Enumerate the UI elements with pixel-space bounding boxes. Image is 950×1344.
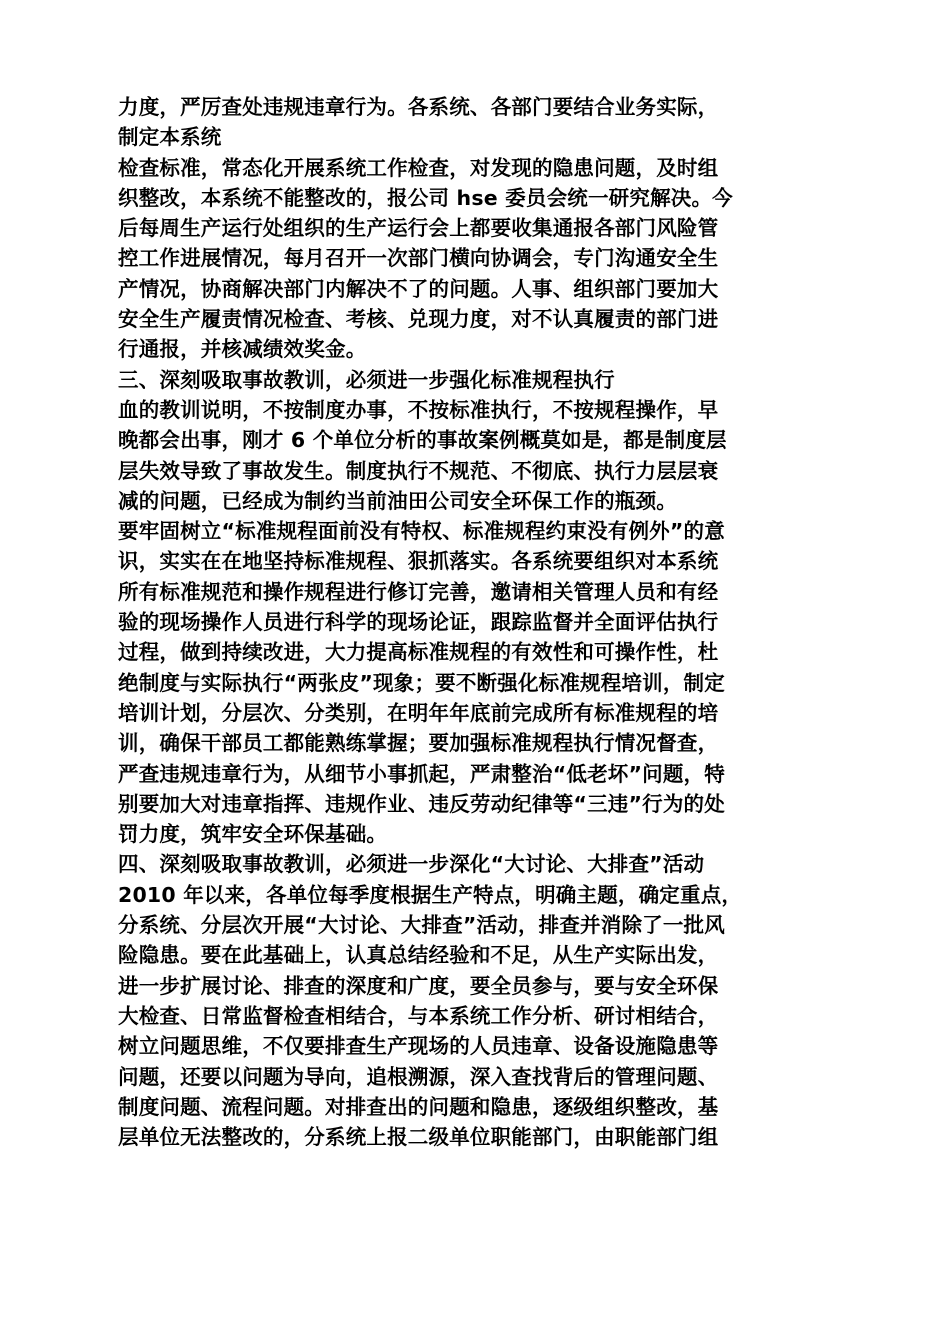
text-line: 织整改，本系统不能整改的，报公司 hse 委员会统一研究解决。今 [118,185,733,210]
text-line: 减的问题，已经成为制约当前油田公司安全环保工作的瓶颈。 [118,488,677,513]
text-line: 制度问题、流程问题。对排查出的问题和隐患，逐级组织整改，基 [118,1094,719,1119]
text-line: 进一步扩展讨论、排查的深度和广度，要全员参与，要与安全环保 [118,973,719,998]
text-line: 别要加大对违章指挥、违规作业、违反劳动纪律等“三违”行为的处 [118,791,725,816]
text-line: 大检查、日常监督检查相结合，与本系统工作分析、研讨相结合， [118,1003,719,1028]
text-line: 力度，严厉查处违规违章行为。各系统、各部门要结合业务实际， [118,95,719,119]
text-line: 血的教训说明，不按制度办事，不按标准执行，不按规程操作，早 [118,397,719,422]
text-line: 安全生产履责情况检查、考核、兑现力度，对不认真履责的部门进 [118,307,719,332]
text-line: 层失效导致了事故发生。制度执行不规范、不彻底、执行力层层衰 [118,458,719,483]
text-line: 晚都会出事，刚才 6 个单位分析的事故案例概莫如是，都是制度层 [118,428,727,453]
text-line: 制定本系统 [118,125,222,150]
text-line: 罚力度，筑牢安全环保基础。 [118,822,388,847]
text-line: 层单位无法整改的，分系统上报二级单位职能部门，由职能部门组 [118,1125,719,1150]
text-line: 验的现场操作人员进行科学的现场论证，跟踪监督并全面评估执行 [118,610,719,635]
text-line: 产情况，协商解决部门内解决不了的问题。人事、组织部门要加大 [118,276,719,301]
document-body [118,92,833,1152]
text-line: 绝制度与实际执行“两张皮”现象；要不断强化标准规程培训，制定 [118,670,725,695]
text-line: 控工作进展情况，每月召开一次部门横向协调会，专门沟通安全生 [118,246,719,271]
text-line: 行通报，并核减绩效奖金。 [118,337,367,362]
text-line: 后每周生产运行处组织的生产运行会上都要收集通报各部门风险管 [118,216,719,241]
text-line: 问题，还要以问题为导向，追根溯源，深入查找背后的管理问题、 [118,1064,719,1089]
text-line: 过程，做到持续改进，大力提高标准规程的有效性和可操作性，杜 [118,640,719,665]
text-line: 训，确保干部员工都能熟练掌握；要加强标准规程执行情况督查， [118,731,719,756]
text-line: 检查标准，常态化开展系统工作检查，对发现的隐患问题，及时组 [118,155,719,180]
section-heading: 四、深刻吸取事故教训，必须进一步深化“大讨论、大排查”活动 [118,852,705,877]
text-line: 要牢固树立“标准规程面前没有特权、标准规程约束没有例外”的意 [118,519,725,544]
text-line: 培训计划，分层次、分类别，在明年年底前完成所有标准规程的培 [118,700,719,725]
text-line: 分系统、分层次开展“大讨论、大排查”活动，排查并消除了一批风 [118,913,725,938]
text-line: 识，实实在在地坚持标准规程、狠抓落实。各系统要组织对本系统 [118,549,719,574]
text-line: 2010 年以来，各单位每季度根据生产特点，明确主题，确定重点， [118,882,743,907]
text-line: 树立问题思维，不仅要排查生产现场的人员违章、设备设施隐患等 [118,1034,719,1059]
text-line: 所有标准规范和操作规程进行修订完善，邀请相关管理人员和有经 [118,579,719,604]
text-line: 严查违规违章行为，从细节小事抓起，严肃整治“低老坏”问题，特 [118,761,725,786]
text-line: 险隐患。要在此基础上，认真总结经验和不足，从生产实际出发， [118,943,719,968]
section-heading: 三、深刻吸取事故教训，必须进一步强化标准规程执行 [118,367,615,392]
